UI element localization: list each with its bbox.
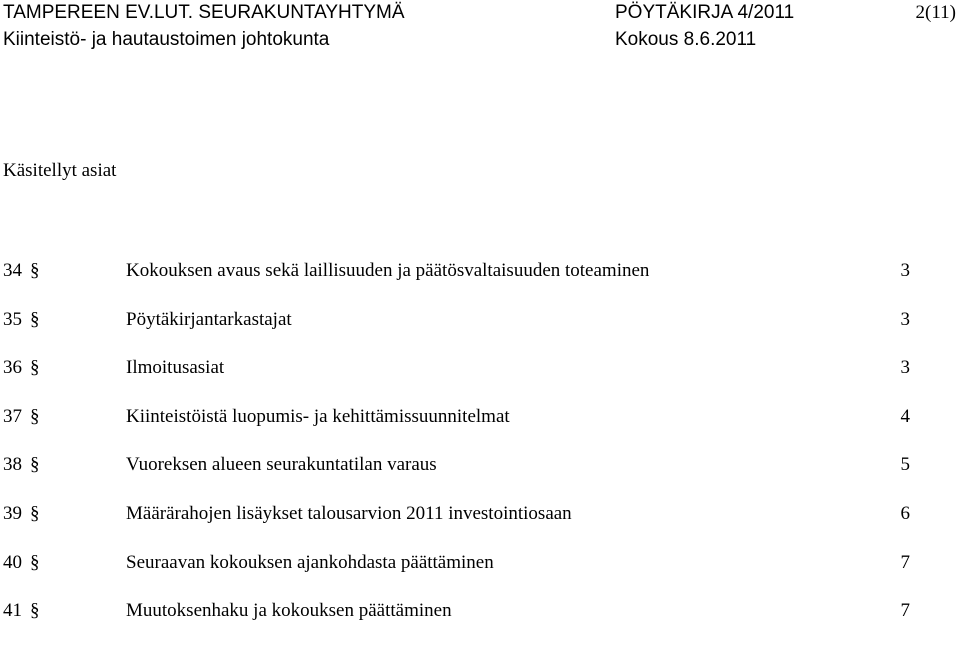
item-title: Kiinteistöistä luopumis- ja kehittämissuunnitelmat (126, 405, 510, 427)
item-title: Ilmoitusasiat (126, 357, 225, 379)
section-sign: § (30, 405, 40, 427)
page-indicator: 2(11) (915, 2, 956, 23)
table-of-contents (0, 260, 960, 649)
item-page: 3 (900, 357, 910, 379)
section-sign: § (30, 260, 40, 281)
item-number: 40 (3, 551, 22, 573)
header-line-1 (0, 2, 960, 24)
item-page: 7 (900, 551, 910, 573)
toc-item-34 (0, 260, 960, 309)
item-page: 7 (900, 600, 910, 622)
item-page: 5 (900, 454, 910, 476)
toc-item-39 (0, 503, 960, 552)
item-number: 38 (3, 454, 22, 476)
item-number: 36 (3, 357, 22, 379)
document-title: PÖYTÄKIRJA 4/2011 (615, 2, 795, 23)
item-title: Muutoksenhaku ja kokouksen päättäminen (126, 600, 452, 622)
toc-item-37 (0, 406, 960, 455)
section-sign: § (30, 600, 40, 622)
board-name: Kiinteistö- ja hautaustoimen johtokunta (3, 29, 330, 50)
organization-name: TAMPEREEN EV.LUT. SEURAKUNTAYHTYMÄ (3, 2, 405, 23)
item-page: 3 (900, 308, 910, 330)
item-page: 6 (900, 502, 910, 524)
item-title: Seuraavan kokouksen ajankohdasta päättäminen (126, 551, 494, 573)
section-sign: § (30, 551, 40, 573)
item-number: 37 (3, 405, 22, 427)
toc-item-41 (0, 600, 960, 649)
item-page: 3 (900, 260, 910, 281)
item-page: 4 (900, 405, 910, 427)
item-number: 39 (3, 502, 22, 524)
header-line-2 (0, 29, 960, 51)
toc-item-40 (0, 552, 960, 601)
item-title: Pöytäkirjantarkastajat (126, 308, 292, 330)
meeting-date: Kokous 8.6.2011 (615, 29, 757, 50)
item-number: 41 (3, 600, 22, 622)
item-number: 35 (3, 308, 22, 330)
item-title: Määrärahojen lisäykset talousarvion 2011 investointiosaan (126, 502, 572, 524)
item-title: Vuoreksen alueen seurakuntatilan varaus (126, 454, 437, 476)
item-title: Kokouksen avaus sekä laillisuuden ja päätösvaltaisuuden toteaminen (126, 260, 650, 281)
section-heading: Käsitellyt asiat (3, 160, 117, 181)
section-sign: § (30, 502, 40, 524)
section-sign: § (30, 454, 40, 476)
toc-item-35 (0, 309, 960, 358)
toc-item-36 (0, 357, 960, 406)
section-sign: § (30, 308, 40, 330)
item-number: 34 (3, 260, 22, 281)
section-sign: § (30, 357, 40, 379)
toc-item-38 (0, 454, 960, 503)
